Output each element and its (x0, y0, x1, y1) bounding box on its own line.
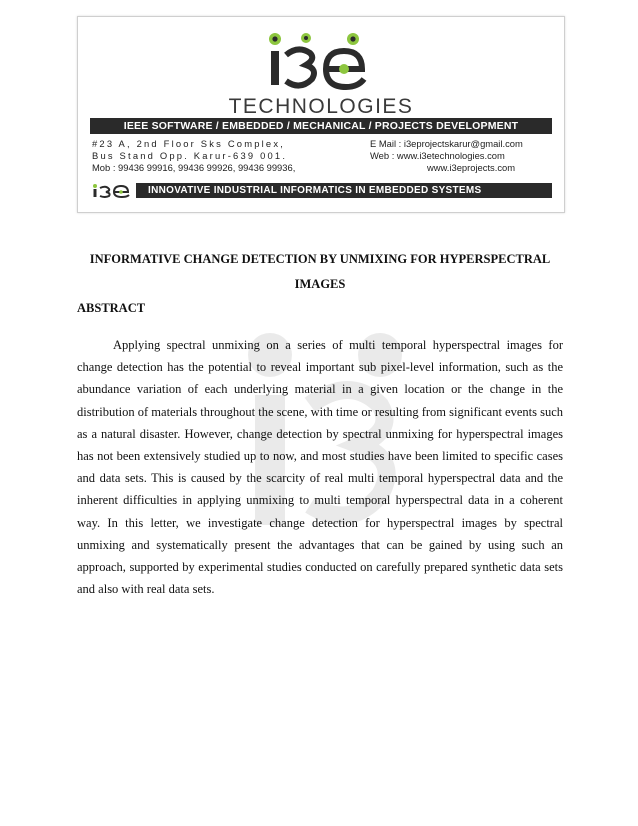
title-line-2: IMAGES (294, 277, 346, 291)
mini-logo (90, 183, 136, 198)
web-line-1: Web : www.i3etechnologies.com (370, 150, 505, 161)
company-letterhead (77, 16, 565, 213)
title-line-1: INFORMATIVE CHANGE DETECTION BY UNMIXING FOR HYPERSPECTRAL (89, 252, 551, 266)
contact-block (92, 138, 550, 180)
phone-line: Mob : 99436 99916, 99436 99926, 99436 99936, (92, 162, 296, 173)
document-title (77, 247, 563, 297)
logo-area (78, 25, 564, 120)
tagline-banner (90, 183, 552, 198)
services-banner: IEEE SOFTWARE / EMBEDDED / MECHANICAL / PROJECTS DEVELOPMENT (90, 118, 552, 134)
abstract-heading: ABSTRACT (77, 301, 146, 315)
address-line-1: #23 A, 2nd Floor Sks Complex, (92, 138, 286, 149)
web-line-2: www.i3eprojects.com (427, 162, 516, 173)
i3e-logo-icon (266, 29, 376, 91)
address-line-2: Bus Stand Opp. Karur-639 001. (92, 150, 288, 161)
email-line: E Mail : i3eprojectskarur@gmail.com (370, 138, 523, 149)
i3e-mini-logo-icon (90, 183, 136, 198)
abstract-paragraph: Applying spectral unmixing on a series of multi temporal hyperspectral images for change detection has the potential to reveal important sub pixel-level information, such as the abundance variation of each underlying material in a given location or the change in the distribution of materials throughout the scene, with time or resulting from significant events such as a natural disaster. However, change detection by spectral unmixing for hyperspectral images has not been extensively studied up to now, and most studies have been limited to specific cases and data sets. This is caused by the scarcity of real multi temporal hyperspectral data and the inherent difficulties in applying unmixing to multi temporal hyperspectral data in a coherent way. In this letter, we investigate change detection for hyperspectral images by spectral unmixing and systematically present the advantages that can be gained by using such an approach, supported by experimental studies conducted on carefully prepared synthetic data sets and also with real data sets. (77, 338, 564, 597)
brand-tagline: TECHNOLOGIES (228, 95, 414, 118)
tagline-banner-text: INNOVATIVE INDUSTRIAL INFORMATICS IN EMBEDDED SYSTEMS (148, 185, 482, 196)
